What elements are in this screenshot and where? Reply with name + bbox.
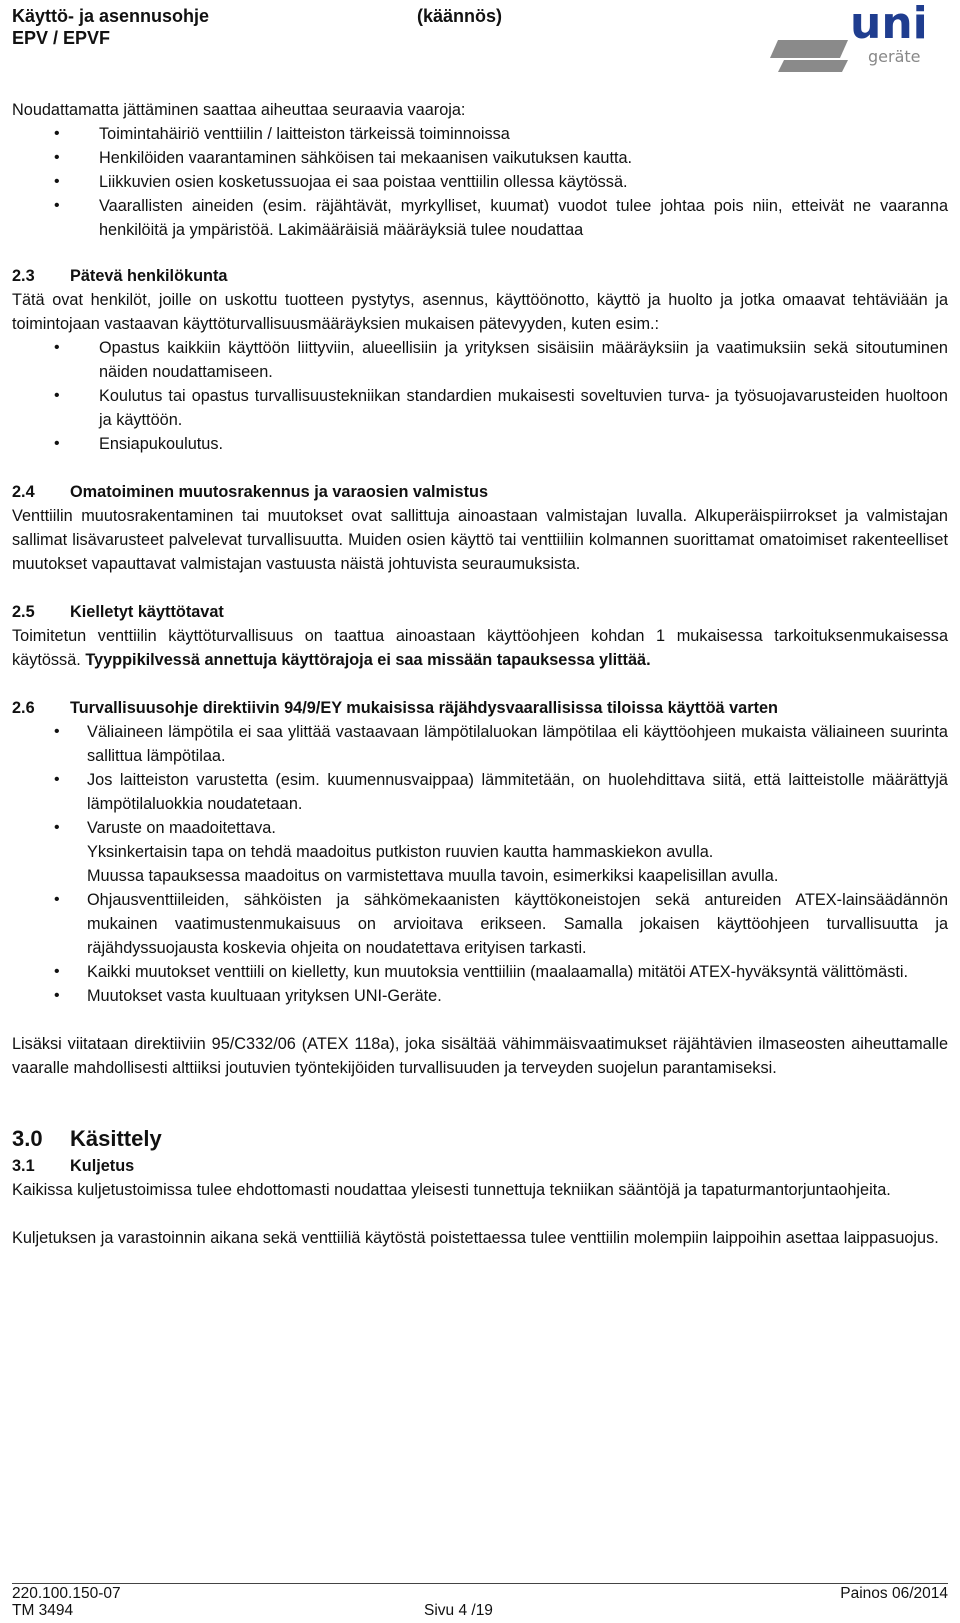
section-title: Pätevä henkilökunta: [70, 267, 228, 285]
list-item: • Väliaineen lämpötila ei saa ylittää vastaavaan lämpötilaluokan lämpötilaa eli käyttöohjeen mukaista väliaineen suurinta sallittua lämpötilaa.: [12, 720, 948, 768]
section-2-4-heading: [12, 480, 948, 504]
section-3-1-p1: Kaikissa kuljetustoimissa tulee ehdottomasti noudattaa yleisesti tunnettuja tekniikan sääntöjä ja tapaturmantorjuntaohjeita.: [12, 1181, 891, 1199]
list-item-text: Yksinkertaisin tapa on tehdä maadoitus putkiston ruuvien kautta hammaskiekon avulla.: [87, 843, 714, 861]
section-title: Omatoiminen muutosrakennus ja varaosien valmistus: [70, 483, 489, 501]
intro-bullet: • Henkilöiden vaarantaminen sähköisen tai mekaanisen vaikutuksen kautta.: [12, 146, 948, 170]
section-2-6-after: Lisäksi viitataan direktiiviin 95/C332/06 (ATEX 118a), joka sisältää vähimmäisvaatimukset räjähtävien ilmaseosten aiheuttamalle vaaralle mahdollisesti alttiiksi joutuvien työntekijöiden turvallisuuden ja terveyden suojelun parantamiseksi.: [12, 1035, 948, 1077]
section-number: 3.1: [12, 1157, 35, 1175]
document-body: [12, 98, 948, 1250]
section-number: 2.6: [12, 699, 35, 717]
intro-bullet: • Toimintahäiriö venttiilin / laitteiston tärkeissä toiminnoissa: [12, 122, 948, 146]
list-item: • Muutokset vasta kuultuaan yrityksen UNI-Geräte.: [12, 984, 948, 1008]
list-item-text: Muussa tapauksessa maadoitus on varmistettava muulla tavoin, esimerkiksi kaapelisillan avulla.: [87, 867, 779, 885]
section-title: Kuljetus: [70, 1157, 135, 1175]
body-text: Toimitetun venttiilin käyttöturvallisuus on taattua ainoastaan käyttöohjeen kohdan 1 mukaisessa tarkoituksenmukaisessa käytössä.: [12, 627, 948, 669]
intro-bullet: • Liikkuvien osien kosketussuojaa ei saa poistaa venttiilin ollessa käytössä.: [12, 170, 948, 194]
section-title: Kielletyt käyttötavat: [70, 603, 224, 621]
list-item: [12, 816, 948, 888]
doc-number: 220.100.150-07: [12, 1585, 121, 1602]
list-item: • Opastus kaikkiin käyttöön liittyviin, alueellisiin ja yrityksen sisäisiin määräyksiin ja vaatimuksiin sekä sitoutuminen näiden noudattamiseen.: [12, 336, 948, 384]
section-2-4-body: Venttiilin muutosrakentaminen tai muutokset ovat sallittuja ainoastaan valmistajan luvalla. Alkuperäispiirrokset ja valmistajan sallimat lisävarusteet palvelevat turvallisuutta. Muiden osien käyttö tai venttiiliin kolmannen suorittamat omatoimiset rakenteelliset muutokset vapauttavat valmistajan vastuusta näistä johtuvista seuraumuksista.: [12, 507, 948, 573]
list-item: • Ensiapukoulutus.: [12, 432, 948, 456]
header-title-line1: Käyttö- ja asennusohje: [12, 6, 210, 26]
section-2-6-bullets: [12, 720, 948, 1008]
edition: Painos 06/2014: [840, 1585, 948, 1602]
header-title: [12, 5, 209, 49]
section-2-5-heading: [12, 600, 948, 624]
company-logo: [770, 0, 950, 80]
list-item: • Ohjausventtiileiden, sähköisten ja sähkömekaanisten käyttökoneistojen sekä antureiden ATEX-lainsäädännön mukainen vaatimustenmukaisuus on arvioitava erikseen. Samalla jokaisen käyttöohjeen turvallisuutta ja räjähdyssuojausta koskevia ohjeita on noudatettava erityisen tarkasti.: [12, 888, 948, 960]
intro-bullet: • Vaarallisten aineiden (esim. räjähtävät, myrkylliset, kuumat) vuodot tulee johtaa pois niin, etteivät ne vaaranna henkilöitä ja ympäristöä. Lakimääräisiä määräyksiä tulee noudattaa: [12, 194, 948, 242]
intro-lead: Noudattamatta jättäminen saattaa aiheuttaa seuraavia vaaroja:: [12, 101, 466, 119]
logo-subtext: geräte: [868, 47, 921, 66]
page-number: Sivu 4 /19: [424, 1602, 493, 1619]
section-3-1-p2: Kuljetuksen ja varastoinnin aikana sekä venttiiliä käytöstä poistettaessa tulee venttiilin molempiin laippoihin asettaa laippasuojus.: [12, 1229, 939, 1247]
section-title: Turvallisuusohje direktiivin 94/9/EY mukaisissa räjähdysvaarallisissa tiloissa käyttöä varten: [70, 699, 778, 717]
section-number: 2.3: [12, 267, 35, 285]
section-2-5-body: [12, 624, 948, 672]
list-item-text: • Varuste on maadoitettava.: [87, 819, 276, 837]
header-title-line2: EPV / EPVF: [12, 28, 111, 48]
logo-text: uni: [850, 0, 928, 49]
uni-logo-icon: [770, 0, 950, 80]
list-item: • Koulutus tai opastus turvallisuustekniikan standardien mukaisesti soveltuvien turva- ja työsuojavarusteiden huoltoon ja käyttöön.: [12, 384, 948, 432]
list-item: • Kaikki muutokset venttiili on kielletty, kun muutoksia venttiiliin (maalaamalla) mitätöi ATEX-hyväksyntä välittömästi.: [12, 960, 948, 984]
section-2-3-body: Tätä ovat henkilöt, joille on uskottu tuotteen pystytys, asennus, käyttöönotto, käyttö ja huolto ja jotka omaavat tehtäviään ja toimintojaan vastaavan käyttöturvallisuusmääräyksien mukaisen pätevyyden, kuten esim.:: [12, 291, 948, 333]
section-title: Käsittely: [70, 1126, 162, 1151]
tm-number: TM 3494: [12, 1602, 74, 1619]
list-item: • Jos laitteiston varustetta (esim. kuumennusvaippaa) lämmitetään, on huolehdittava siitä, että laitteistolle määrättyjä lämpötilaluokkia noudatetaan.: [12, 768, 948, 816]
intro-bullets: [12, 122, 948, 242]
section-number: 2.5: [12, 603, 35, 621]
section-2-6-heading: [12, 696, 948, 720]
section-number: 2.4: [12, 483, 35, 501]
section-2-3-bullets: [12, 336, 948, 456]
section-2-3-heading: [12, 264, 948, 288]
section-3-0-heading: [12, 1124, 948, 1154]
section-3-1-heading: [12, 1154, 948, 1178]
section-number: 3.0: [12, 1126, 43, 1151]
body-text-bold: Tyyppikilvessä annettuja käyttörajoja ei saa missään tapauksessa ylittää.: [85, 651, 651, 669]
footer-row-2: [12, 1601, 948, 1621]
translation-note: (käännös): [417, 6, 503, 26]
